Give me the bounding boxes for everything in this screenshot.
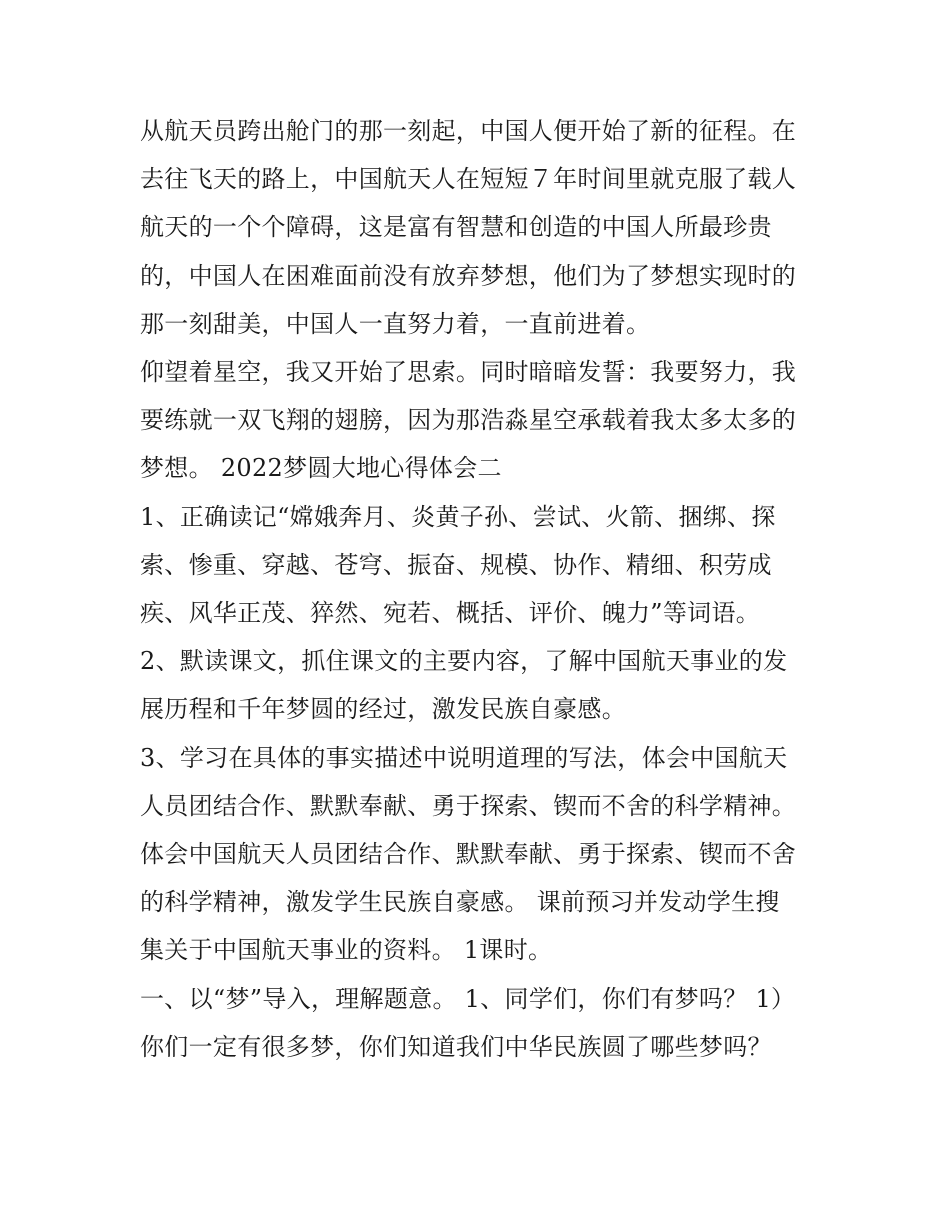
text-line: 体会中国航天人员团结合作、默默奉献、勇于探索、锲而不舍 (140, 840, 797, 869)
text-line: 1、正确读记“嫦娥奔月、炎黄子孙、尝试、火箭、捆绑、探 (140, 502, 776, 531)
text-line: 要练就一双飞翔的翅膀，因为那浩淼星空承载着我太多太多的 (140, 406, 797, 435)
text-line: 集关于中国航天事业的资料。 1课时。 (140, 936, 553, 965)
text-line: 从航天员跨出舱门的那一刻起，中国人便开始了新的征程。在 (140, 117, 797, 145)
text-line: 你们一定有很多梦，你们知道我们中华民族圆了哪些梦吗？ (140, 1032, 772, 1061)
document-body (140, 107, 820, 1071)
text-line: 那一刻甜美，中国人一直努力着，一直前进着。 (140, 309, 651, 338)
text-line: 疾、风华正茂、猝然、宛若、概括、评价、魄力”等词语。 (140, 599, 761, 628)
text-line: 航天的一个个障碍，这是富有智慧和创造的中国人所最珍贵 (140, 213, 772, 242)
text-line: 的，中国人在困难面前没有放弃梦想，他们为了梦想实现时的 (140, 261, 797, 290)
text-line: 的科学精神，激发学生民族自豪感。 课前预习并发动学生搜 (140, 888, 780, 917)
text-line: 仰望着星空，我又开始了思索。同时暗暗发誓：我要努力，我 (140, 358, 797, 387)
text-line: 梦想。 2022梦圆大地心得体会二 (140, 454, 502, 483)
text-line: 展历程和千年梦圆的经过，激发民族自豪感。 (140, 695, 626, 724)
text-line: 人员团结合作、默默奉献、勇于探索、锲而不舍的科学精神。 (140, 791, 797, 820)
text-line: 索、惨重、穿越、苍穹、振奋、规模、协作、精细、积劳成 (140, 550, 772, 579)
text-line: 2、默读课文，抓住课文的主要内容，了解中国航天事业的发 (140, 647, 788, 676)
text-line: 3、学习在具体的事实描述中说明道理的写法，体会中国航天 (140, 743, 788, 772)
text-line: 一、以“梦”导入，理解题意。 1、同学们，你们有梦吗？ 1） (140, 984, 796, 1013)
text-line: 去往飞天的路上，中国航天人在短短７年时间里就克服了载人 (140, 165, 797, 194)
